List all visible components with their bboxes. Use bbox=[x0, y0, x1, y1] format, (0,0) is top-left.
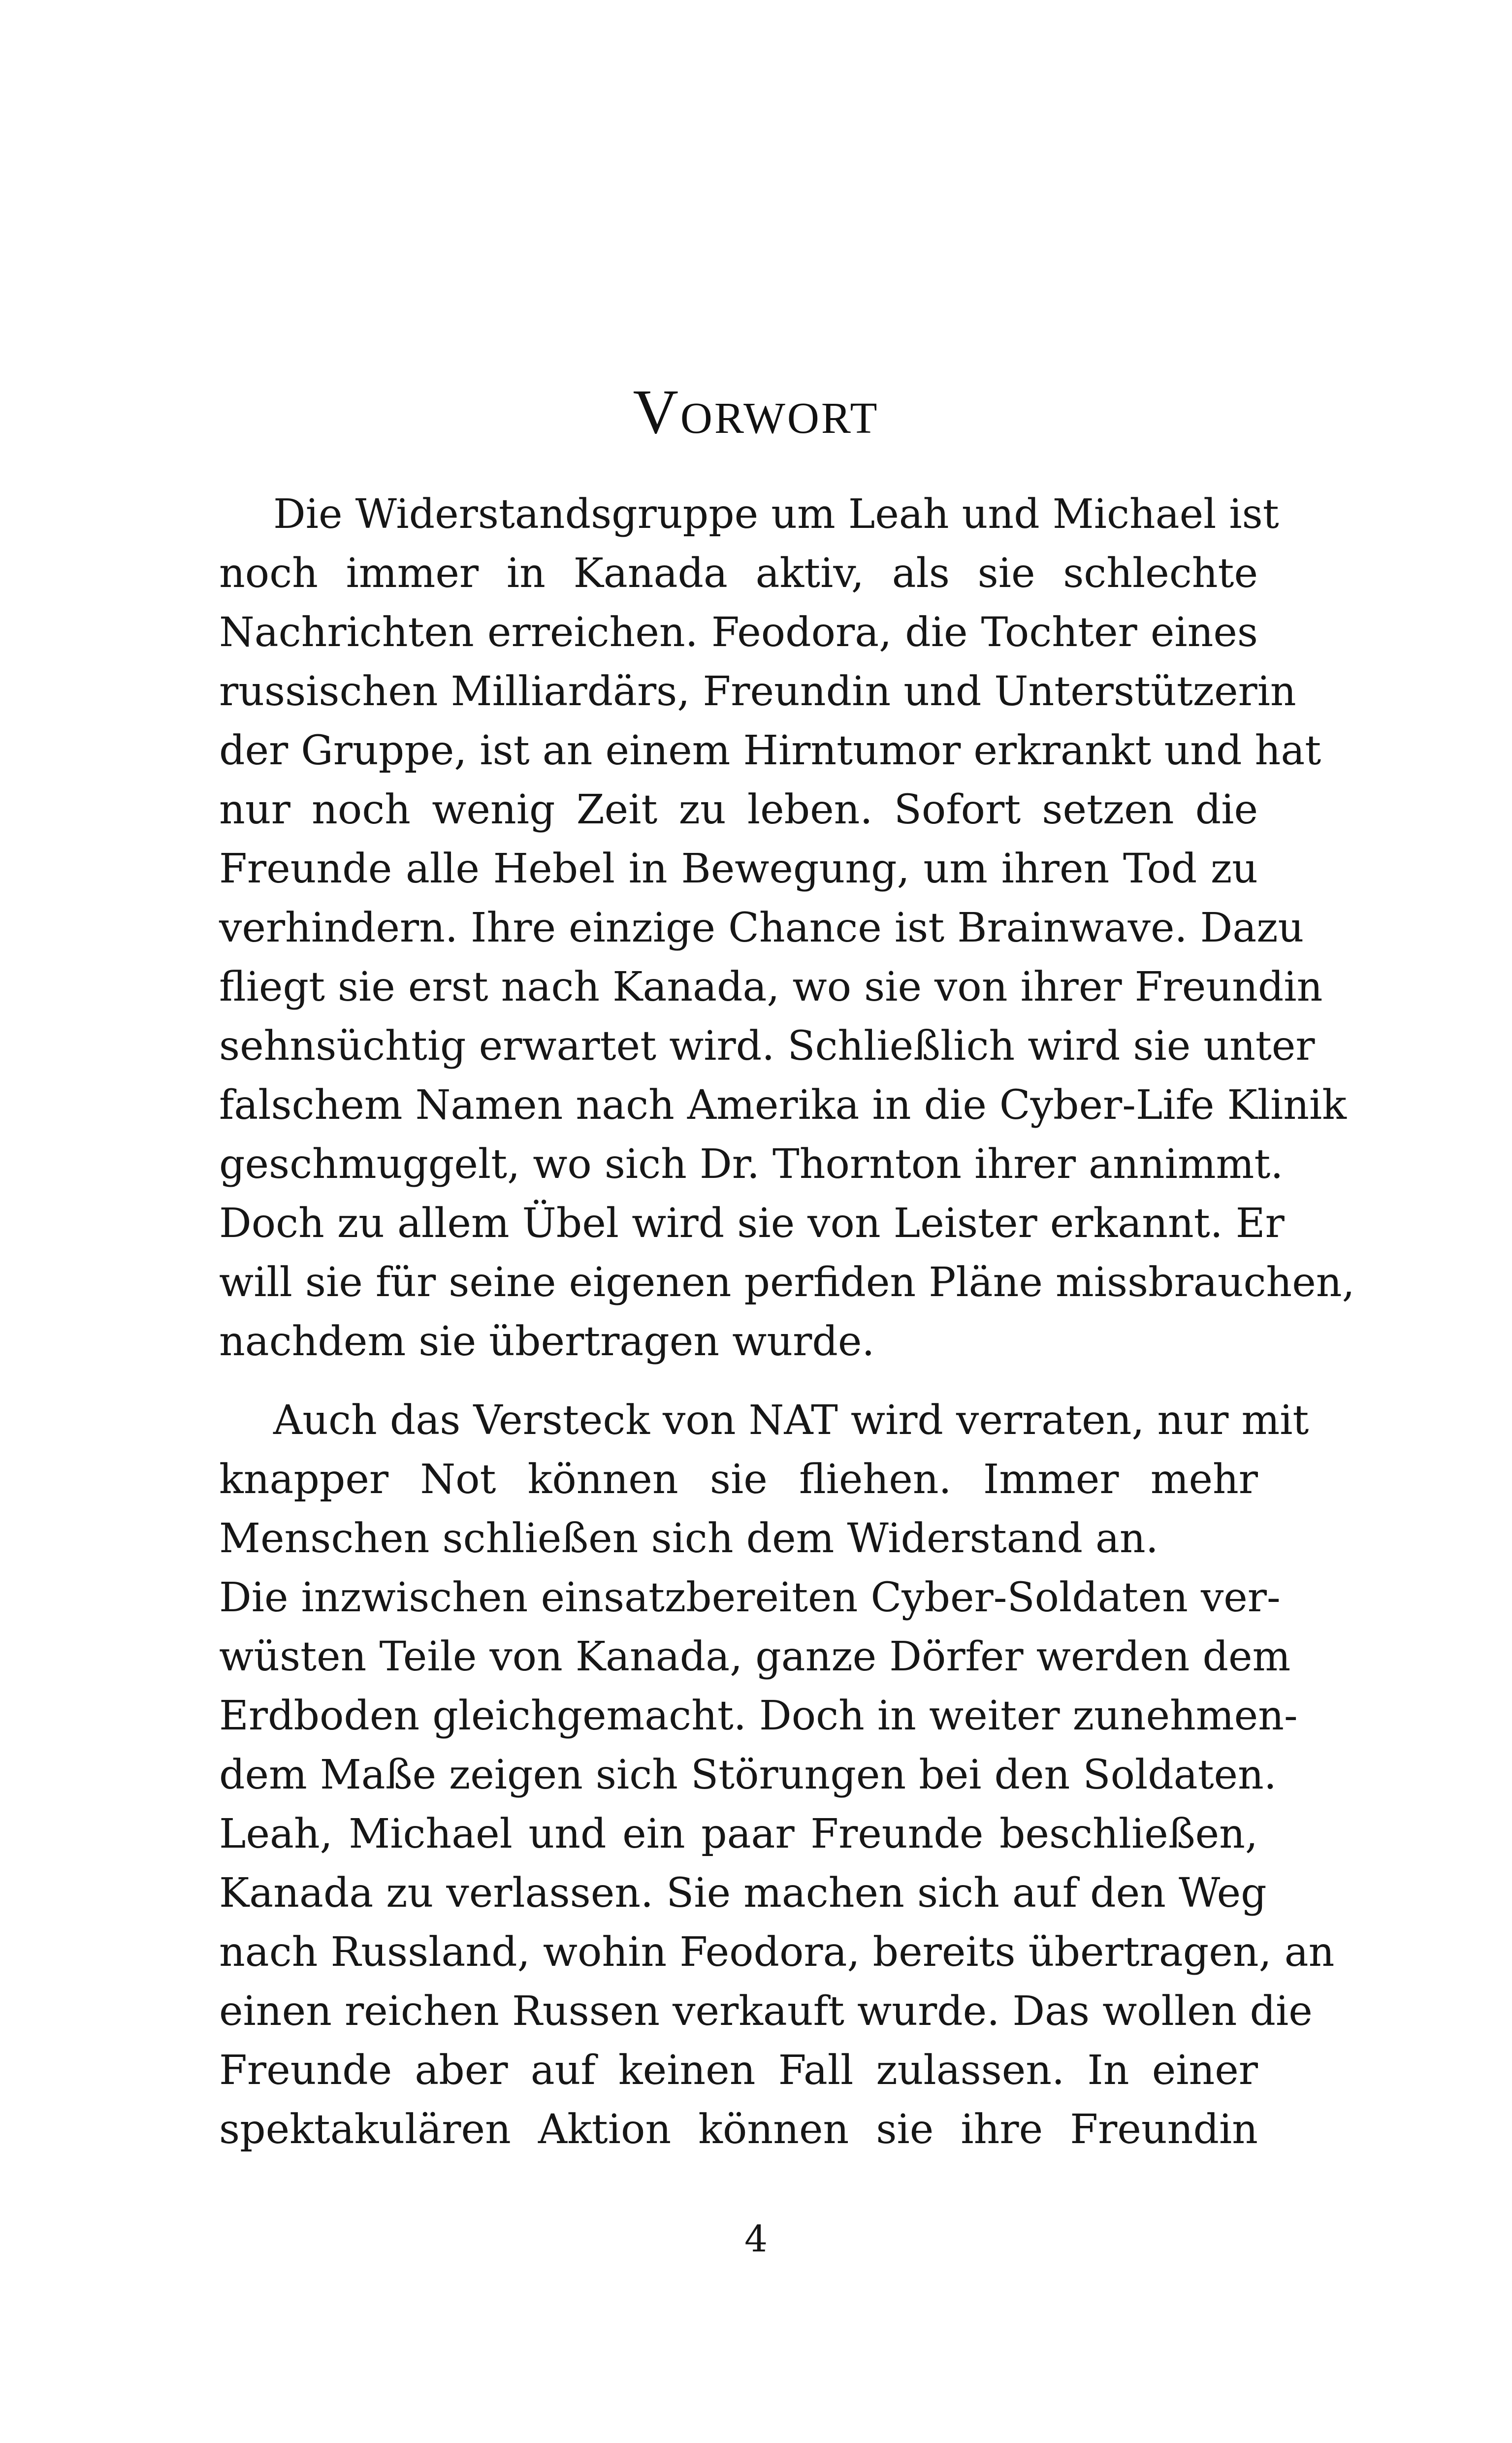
text-line: nach Russland, wohin Feodora, bereits übertragen, an bbox=[219, 1929, 1335, 1976]
text-line: russischen Milliardärs, Freundin und Unterstützerin bbox=[219, 668, 1296, 715]
text-line: Die Widerstandsgruppe um Leah und Michael ist bbox=[273, 491, 1279, 538]
paragraph-4 bbox=[219, 1805, 1335, 2159]
body-text bbox=[219, 485, 1355, 2159]
text-line: will sie für seine eigenen perfiden Pläne missbrauchen, bbox=[219, 1259, 1355, 1306]
text-line: falschem Namen nach Amerika in die Cyber-Life Klinik bbox=[219, 1082, 1347, 1129]
paragraph-2 bbox=[219, 1391, 1309, 1568]
text-line: Freunde aber auf keinen Fall zulassen. In einer bbox=[219, 2047, 1258, 2094]
text-line: wüsten Teile von Kanada, ganze Dörfer werden dem bbox=[219, 1633, 1291, 1680]
text-line: Menschen schließen sich dem Widerstand an. bbox=[219, 1515, 1158, 1562]
text-line: Leah, Michael und ein paar Freunde beschließen, bbox=[219, 1811, 1258, 1857]
text-line: nur noch wenig Zeit zu leben. Sofort setzen die bbox=[219, 786, 1258, 833]
paragraph-spacer bbox=[219, 1371, 1258, 1391]
text-line: der Gruppe, ist an einem Hirntumor erkrankt und hat bbox=[219, 727, 1321, 774]
text-line: noch immer in Kanada aktiv, als sie schlechte bbox=[219, 550, 1258, 597]
text-line: sehnsüchtig erwartet wird. Schließlich wird sie unter bbox=[219, 1023, 1315, 1070]
text-line: knapper Not können sie fliehen. Immer mehr bbox=[219, 1456, 1258, 1503]
text-line: Doch zu allem Übel wird sie von Leister erkannt. Er bbox=[219, 1200, 1285, 1247]
text-line: Kanada zu verlassen. Sie machen sich auf den Weg bbox=[219, 1870, 1267, 1917]
text-line: Erdboden gleichgemacht. Doch in weiter zunehmen- bbox=[219, 1693, 1298, 1739]
chapter-title: Vorwort bbox=[633, 377, 879, 447]
paragraph-1 bbox=[219, 485, 1355, 1371]
text-line: Nachrichten erreichen. Feodora, die Tochter eines bbox=[219, 609, 1258, 656]
text-line: spektakulären Aktion können sie ihre Freundin bbox=[219, 2106, 1258, 2153]
text-line: Freunde alle Hebel in Bewegung, um ihren Tod zu bbox=[219, 846, 1258, 892]
text-line: Auch das Versteck von NAT wird verraten, nur mit bbox=[273, 1397, 1309, 1444]
text-line: fliegt sie erst nach Kanada, wo sie von ihrer Freundin bbox=[219, 964, 1323, 1010]
text-line: einen reichen Russen verkauft wurde. Das wollen die bbox=[219, 1988, 1313, 2035]
text-line: Die inzwischen einsatzbereiten Cyber-Soldaten ver- bbox=[219, 1574, 1281, 1621]
text-line: verhindern. Ihre einzige Chance ist Brainwave. Dazu bbox=[219, 905, 1304, 951]
page-number: 4 bbox=[744, 2218, 768, 2260]
text-line: nachdem sie übertragen wurde. bbox=[219, 1318, 875, 1365]
paragraph-3 bbox=[219, 1568, 1298, 1805]
text-line: dem Maße zeigen sich Störungen bei den Soldaten. bbox=[219, 1752, 1277, 1798]
text-line: geschmuggelt, wo sich Dr. Thornton ihrer annimmt. bbox=[219, 1141, 1284, 1188]
